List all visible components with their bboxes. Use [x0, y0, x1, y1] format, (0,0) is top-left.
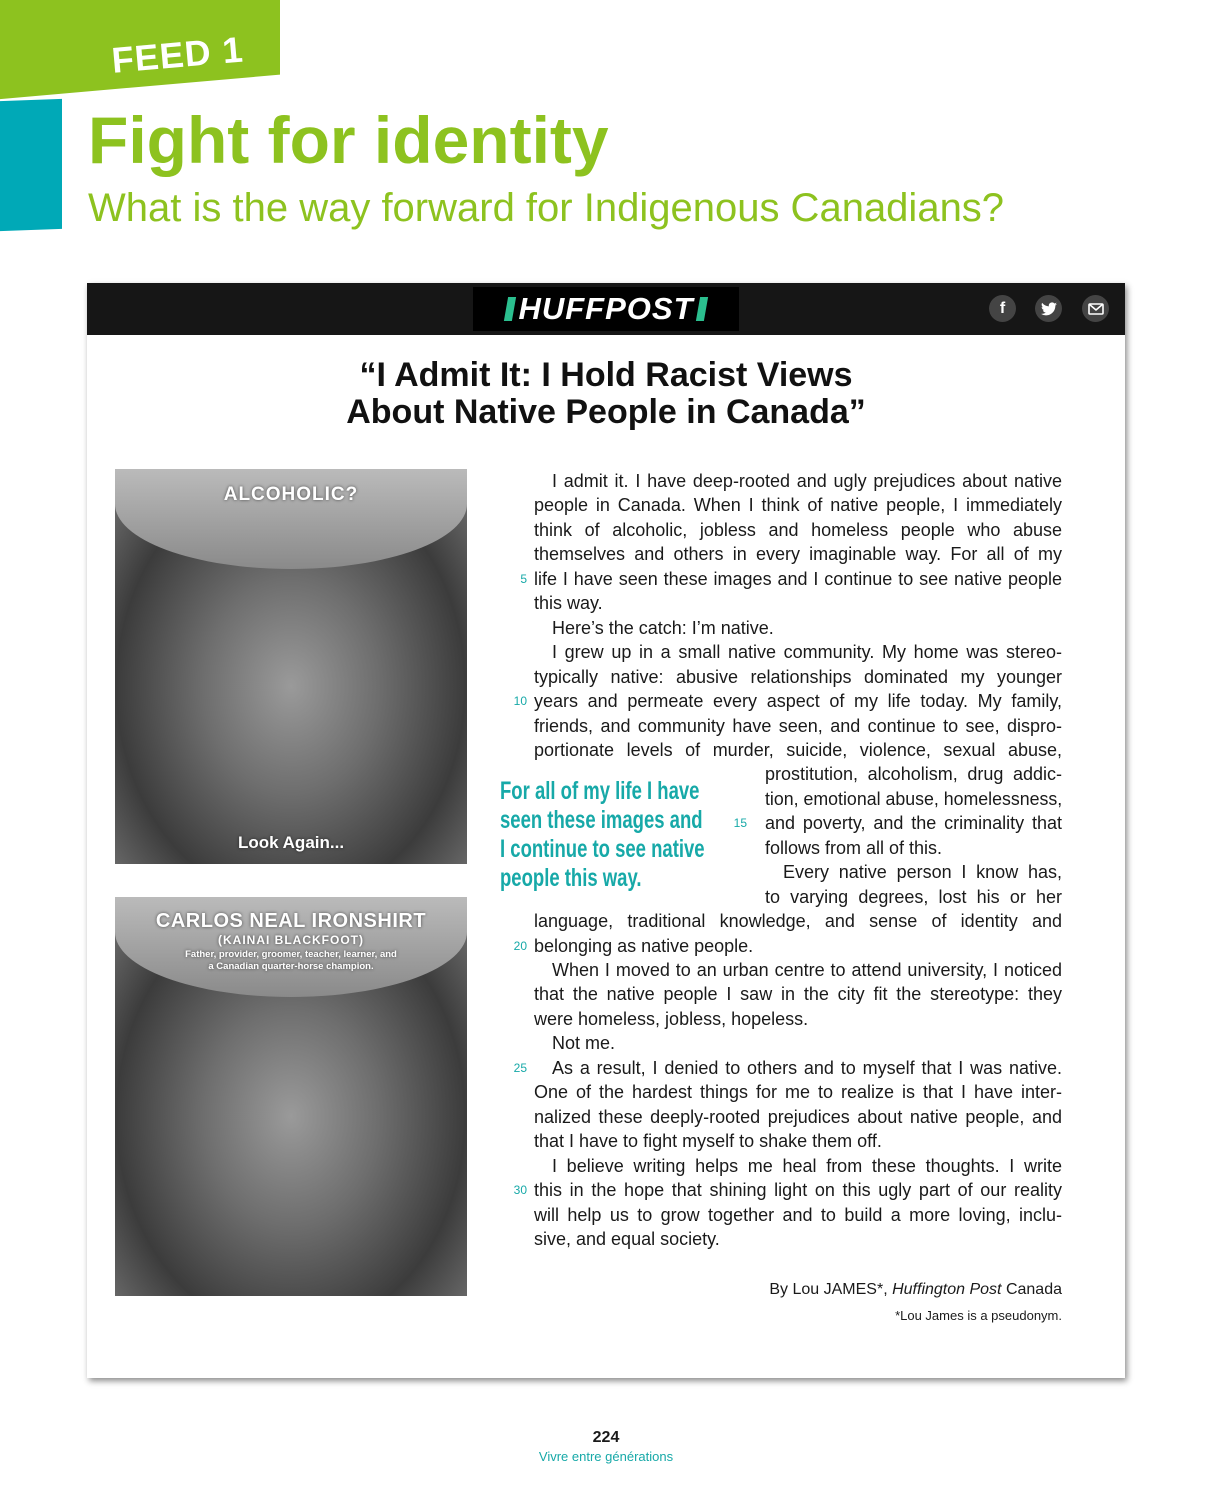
- photo-nation: (KAINAI BLACKFOOT): [218, 933, 364, 947]
- body-line: Not me.: [552, 1033, 616, 1054]
- headline-line: “I Admit It: I Hold Racist Views: [359, 356, 853, 394]
- section-label: FEED 1: [110, 28, 246, 81]
- byline: [769, 1281, 1062, 1299]
- headline-line: About Native People in Canada”: [346, 393, 866, 431]
- photo-bottom-text: Look Again...: [237, 833, 345, 852]
- page-number: 224: [592, 1429, 620, 1446]
- body-line: As a result, I denied to others and to myself that I was native.: [552, 1057, 1062, 1078]
- body-line: friends, and community have seen, and continue to see, dispro-: [534, 715, 1062, 736]
- pull-quote-line: seen these images and: [500, 806, 703, 834]
- logo-accent: [695, 297, 707, 321]
- line-number: 20: [513, 938, 527, 953]
- body-line: follows from all of this.: [765, 837, 943, 858]
- pseudonym-note: *Lou James is a pseudonym.: [895, 1308, 1062, 1323]
- body-line: portionate levels of murder, suicide, violence, sexual abuse,: [534, 739, 1062, 760]
- body-line: prostitution, alcoholism, drug addic-: [765, 764, 1062, 785]
- photo-name: CARLOS NEAL IRONSHIRT: [155, 910, 427, 932]
- logo-text: HUFFPOST: [518, 291, 694, 326]
- body-line: themselves and others in every imaginable way. For all of my: [534, 544, 1062, 565]
- line-number: 5: [520, 571, 527, 586]
- body-line: to varying degrees, lost his or her: [765, 886, 1062, 907]
- article-header-bar: [87, 283, 1125, 335]
- photo-top-text: ALCOHOLIC?: [223, 484, 359, 505]
- body-line: tion, emotional abuse, homelessness,: [765, 788, 1062, 809]
- body-line: sive, and equal society.: [534, 1228, 720, 1249]
- book-title: Vivre entre générations: [538, 1449, 674, 1464]
- body-line: When I moved to an urban centre to attend university, I noticed: [552, 960, 1062, 980]
- pull-quote-line: I continue to see native: [500, 835, 705, 863]
- email-icon[interactable]: [1082, 295, 1109, 322]
- body-line: I grew up in a small native community. My home was stereo-: [552, 642, 1062, 663]
- line-number: 10: [513, 694, 527, 709]
- article-card: [87, 283, 1125, 1378]
- pull-quote-line: For all of my life I have: [500, 777, 700, 805]
- body-line: were homeless, jobless, hopeless.: [534, 1008, 809, 1029]
- body-line: years and permeate every aspect of my life today. My family,: [534, 691, 1062, 712]
- byline-suffix: Canada: [1001, 1281, 1062, 1298]
- body-line: One of the hardest things for me to realize is that I have inter-: [534, 1082, 1062, 1103]
- body-line: that the native people I saw in the city fit the stereotype: they: [534, 984, 1062, 1005]
- photo-desc: Father, provider, groomer, teacher, learner, and: [185, 949, 397, 960]
- body-line: typically native: abusive relationships dominated my younger: [534, 666, 1062, 687]
- pull-quote: [500, 777, 705, 893]
- body-line: Here’s the catch: I’m native.: [552, 617, 774, 638]
- byline-publication: Huffington Post: [892, 1281, 1002, 1298]
- photo-carlos: [115, 897, 467, 1296]
- body-line: will help us to grow together and to build a more loving, inclu-: [534, 1204, 1062, 1225]
- body-line: I believe writing helps me heal from these thoughts. I write: [552, 1155, 1062, 1176]
- body-line: Every native person I know has,: [783, 862, 1062, 883]
- body-line: belonging as native people.: [534, 935, 754, 956]
- huffpost-logo: [473, 287, 739, 331]
- article-headline: [87, 357, 1125, 431]
- body-line: language, traditional knowledge, and sense of identity and: [534, 911, 1062, 932]
- body-line: this way.: [534, 593, 603, 614]
- line-number: 30: [513, 1183, 527, 1198]
- photo-desc: a Canadian quarter-horse champion.: [208, 961, 374, 972]
- body-line: this in the hope that shining light on this ugly part of our reality: [534, 1180, 1062, 1201]
- body-line: think of alcoholic, jobless and homeless people who abuse: [534, 519, 1062, 540]
- pull-quote-line: people this way.: [500, 864, 642, 892]
- facebook-icon[interactable]: f: [989, 295, 1016, 322]
- body-line: life I have seen these images and I continue to see native people: [534, 568, 1062, 589]
- body-line: I admit it. I have deep-rooted and ugly prejudices about native: [552, 471, 1062, 491]
- page-subtitle: What is the way forward for Indigenous Canadians?: [88, 186, 1005, 230]
- logo-accent: [504, 297, 516, 321]
- body-line: that I have to fight myself to shake them off.: [534, 1131, 882, 1152]
- line-number: 25: [513, 1060, 527, 1075]
- body-line: and poverty, and the criminality that: [765, 813, 1062, 834]
- body-line: people in Canada. When I think of native people, I immediately: [534, 495, 1062, 516]
- byline-author: By Lou JAMES*,: [769, 1281, 893, 1298]
- body-line: nalized these deeply-rooted prejudices about native people, and: [534, 1106, 1062, 1127]
- decorative-block: [0, 99, 62, 231]
- line-number: 15: [733, 816, 747, 831]
- page-title: Fight for identity: [88, 103, 609, 177]
- photo-alcoholic: [115, 469, 467, 864]
- twitter-icon[interactable]: [1035, 295, 1062, 322]
